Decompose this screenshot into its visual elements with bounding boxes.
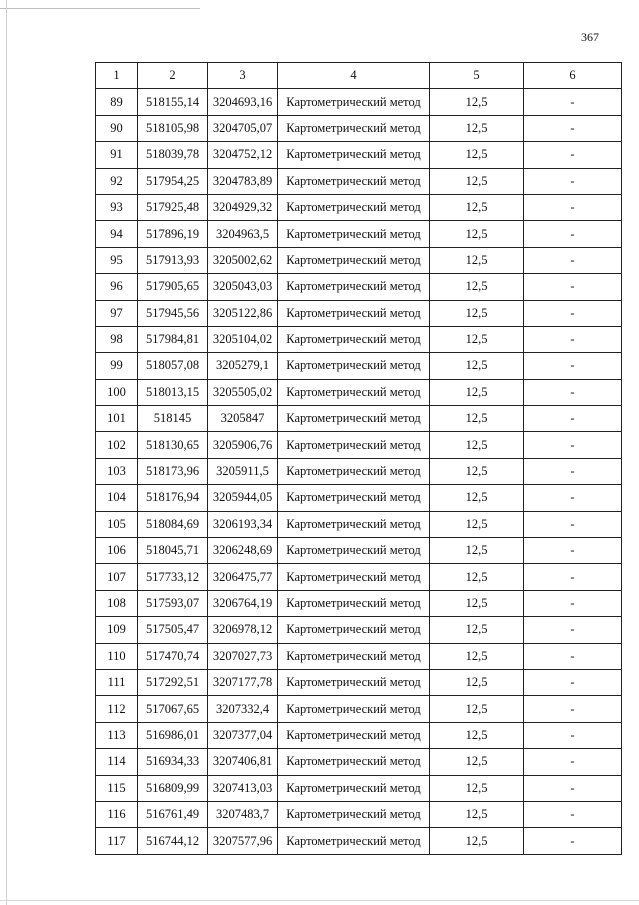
accuracy-cell: 12,5 [430, 828, 524, 854]
table-body [96, 89, 622, 854]
method-cell: Картометрический метод [278, 458, 430, 484]
point-number-cell: 109 [96, 617, 138, 643]
coordinates-table [95, 62, 622, 855]
accuracy-cell: 12,5 [430, 274, 524, 300]
point-number-cell: 91 [96, 142, 138, 168]
point-number-cell: 101 [96, 406, 138, 432]
table-row [96, 379, 622, 405]
accuracy-cell: 12,5 [430, 511, 524, 537]
note-cell: - [524, 194, 622, 220]
method-cell: Картометрический метод [278, 722, 430, 748]
column-header: 2 [138, 63, 208, 89]
table-row [96, 142, 622, 168]
accuracy-cell: 12,5 [430, 406, 524, 432]
table-row [96, 828, 622, 854]
note-cell: - [524, 722, 622, 748]
y-coordinate-cell: 3207177,78 [208, 669, 278, 695]
x-coordinate-cell: 518176,94 [138, 485, 208, 511]
accuracy-cell: 12,5 [430, 168, 524, 194]
accuracy-cell: 12,5 [430, 247, 524, 273]
x-coordinate-cell: 518173,96 [138, 458, 208, 484]
accuracy-cell: 12,5 [430, 300, 524, 326]
method-cell: Картометрический метод [278, 326, 430, 352]
y-coordinate-cell: 3207406,81 [208, 749, 278, 775]
y-coordinate-cell: 3206978,12 [208, 617, 278, 643]
y-coordinate-cell: 3204705,07 [208, 115, 278, 141]
y-coordinate-cell: 3205043,03 [208, 274, 278, 300]
y-coordinate-cell: 3204783,89 [208, 168, 278, 194]
accuracy-cell: 12,5 [430, 221, 524, 247]
note-cell: - [524, 353, 622, 379]
accuracy-cell: 12,5 [430, 801, 524, 827]
table-row [96, 168, 622, 194]
table-row [96, 485, 622, 511]
point-number-cell: 100 [96, 379, 138, 405]
point-number-cell: 98 [96, 326, 138, 352]
table-row [96, 722, 622, 748]
scan-edge-bottom [0, 900, 639, 901]
method-cell: Картометрический метод [278, 142, 430, 168]
x-coordinate-cell: 517593,07 [138, 590, 208, 616]
table-row [96, 221, 622, 247]
point-number-cell: 104 [96, 485, 138, 511]
note-cell: - [524, 590, 622, 616]
table-row [96, 538, 622, 564]
note-cell: - [524, 379, 622, 405]
note-cell: - [524, 458, 622, 484]
x-coordinate-cell: 517945,56 [138, 300, 208, 326]
y-coordinate-cell: 3207377,04 [208, 722, 278, 748]
point-number-cell: 111 [96, 669, 138, 695]
note-cell: - [524, 89, 622, 115]
accuracy-cell: 12,5 [430, 379, 524, 405]
method-cell: Картометрический метод [278, 828, 430, 854]
accuracy-cell: 12,5 [430, 194, 524, 220]
note-cell: - [524, 300, 622, 326]
method-cell: Картометрический метод [278, 300, 430, 326]
method-cell: Картометрический метод [278, 617, 430, 643]
method-cell: Картометрический метод [278, 432, 430, 458]
point-number-cell: 102 [96, 432, 138, 458]
note-cell: - [524, 669, 622, 695]
note-cell: - [524, 326, 622, 352]
table-row [96, 617, 622, 643]
y-coordinate-cell: 3204963,5 [208, 221, 278, 247]
accuracy-cell: 12,5 [430, 353, 524, 379]
x-coordinate-cell: 518057,08 [138, 353, 208, 379]
point-number-cell: 107 [96, 564, 138, 590]
note-cell: - [524, 485, 622, 511]
method-cell: Картометрический метод [278, 353, 430, 379]
note-cell: - [524, 432, 622, 458]
note-cell: - [524, 406, 622, 432]
note-cell: - [524, 247, 622, 273]
y-coordinate-cell: 3207332,4 [208, 696, 278, 722]
table-row [96, 194, 622, 220]
accuracy-cell: 12,5 [430, 722, 524, 748]
y-coordinate-cell: 3205847 [208, 406, 278, 432]
accuracy-cell: 12,5 [430, 749, 524, 775]
table-row [96, 511, 622, 537]
y-coordinate-cell: 3207577,96 [208, 828, 278, 854]
point-number-cell: 90 [96, 115, 138, 141]
x-coordinate-cell: 517984,81 [138, 326, 208, 352]
point-number-cell: 114 [96, 749, 138, 775]
point-number-cell: 116 [96, 801, 138, 827]
point-number-cell: 97 [96, 300, 138, 326]
x-coordinate-cell: 517505,47 [138, 617, 208, 643]
method-cell: Картометрический метод [278, 696, 430, 722]
x-coordinate-cell: 518045,71 [138, 538, 208, 564]
y-coordinate-cell: 3205911,5 [208, 458, 278, 484]
accuracy-cell: 12,5 [430, 617, 524, 643]
x-coordinate-cell: 516809,99 [138, 775, 208, 801]
y-coordinate-cell: 3205279,1 [208, 353, 278, 379]
x-coordinate-cell: 517925,48 [138, 194, 208, 220]
point-number-cell: 108 [96, 590, 138, 616]
table-row [96, 406, 622, 432]
page-number: 367 [581, 30, 599, 44]
table-row [96, 669, 622, 695]
y-coordinate-cell: 3204693,16 [208, 89, 278, 115]
scan-edge-left [6, 0, 7, 905]
method-cell: Картометрический метод [278, 590, 430, 616]
x-coordinate-cell: 518084,69 [138, 511, 208, 537]
note-cell: - [524, 643, 622, 669]
column-header: 3 [208, 63, 278, 89]
y-coordinate-cell: 3204752,12 [208, 142, 278, 168]
point-number-cell: 115 [96, 775, 138, 801]
method-cell: Картометрический метод [278, 406, 430, 432]
x-coordinate-cell: 518145 [138, 406, 208, 432]
x-coordinate-cell: 516934,33 [138, 749, 208, 775]
y-coordinate-cell: 3205104,02 [208, 326, 278, 352]
note-cell: - [524, 828, 622, 854]
column-header: 5 [430, 63, 524, 89]
accuracy-cell: 12,5 [430, 775, 524, 801]
note-cell: - [524, 696, 622, 722]
table-row [96, 564, 622, 590]
table-header-row [96, 63, 622, 89]
y-coordinate-cell: 3205505,02 [208, 379, 278, 405]
method-cell: Картометрический метод [278, 274, 430, 300]
note-cell: - [524, 142, 622, 168]
method-cell: Картометрический метод [278, 511, 430, 537]
y-coordinate-cell: 3206248,69 [208, 538, 278, 564]
point-number-cell: 93 [96, 194, 138, 220]
method-cell: Картометрический метод [278, 669, 430, 695]
method-cell: Картометрический метод [278, 538, 430, 564]
x-coordinate-cell: 517733,12 [138, 564, 208, 590]
method-cell: Картометрический метод [278, 115, 430, 141]
accuracy-cell: 12,5 [430, 115, 524, 141]
note-cell: - [524, 775, 622, 801]
point-number-cell: 94 [96, 221, 138, 247]
point-number-cell: 112 [96, 696, 138, 722]
table-row [96, 247, 622, 273]
y-coordinate-cell: 3207483,7 [208, 801, 278, 827]
x-coordinate-cell: 517905,65 [138, 274, 208, 300]
method-cell: Картометрический метод [278, 89, 430, 115]
y-coordinate-cell: 3206193,34 [208, 511, 278, 537]
column-header: 6 [524, 63, 622, 89]
method-cell: Картометрический метод [278, 643, 430, 669]
method-cell: Картометрический метод [278, 194, 430, 220]
method-cell: Картометрический метод [278, 247, 430, 273]
point-number-cell: 110 [96, 643, 138, 669]
point-number-cell: 106 [96, 538, 138, 564]
accuracy-cell: 12,5 [430, 326, 524, 352]
x-coordinate-cell: 517954,25 [138, 168, 208, 194]
method-cell: Картометрический метод [278, 221, 430, 247]
note-cell: - [524, 115, 622, 141]
x-coordinate-cell: 517067,65 [138, 696, 208, 722]
x-coordinate-cell: 518130,65 [138, 432, 208, 458]
y-coordinate-cell: 3205002,62 [208, 247, 278, 273]
y-coordinate-cell: 3207413,03 [208, 775, 278, 801]
x-coordinate-cell: 516744,12 [138, 828, 208, 854]
point-number-cell: 103 [96, 458, 138, 484]
x-coordinate-cell: 518013,15 [138, 379, 208, 405]
note-cell: - [524, 538, 622, 564]
y-coordinate-cell: 3205122,86 [208, 300, 278, 326]
table-row [96, 590, 622, 616]
note-cell: - [524, 749, 622, 775]
table-row [96, 801, 622, 827]
scan-edge-top [0, 8, 200, 9]
method-cell: Картометрический метод [278, 379, 430, 405]
method-cell: Картометрический метод [278, 168, 430, 194]
method-cell: Картометрический метод [278, 749, 430, 775]
x-coordinate-cell: 518105,98 [138, 115, 208, 141]
x-coordinate-cell: 518039,78 [138, 142, 208, 168]
x-coordinate-cell: 517913,93 [138, 247, 208, 273]
column-header: 1 [96, 63, 138, 89]
x-coordinate-cell: 517896,19 [138, 221, 208, 247]
y-coordinate-cell: 3207027,73 [208, 643, 278, 669]
point-number-cell: 92 [96, 168, 138, 194]
accuracy-cell: 12,5 [430, 89, 524, 115]
table-row [96, 432, 622, 458]
point-number-cell: 113 [96, 722, 138, 748]
point-number-cell: 89 [96, 89, 138, 115]
x-coordinate-cell: 517470,74 [138, 643, 208, 669]
table-row [96, 89, 622, 115]
accuracy-cell: 12,5 [430, 458, 524, 484]
x-coordinate-cell: 518155,14 [138, 89, 208, 115]
note-cell: - [524, 801, 622, 827]
y-coordinate-cell: 3204929,32 [208, 194, 278, 220]
accuracy-cell: 12,5 [430, 142, 524, 168]
note-cell: - [524, 564, 622, 590]
table-row [96, 458, 622, 484]
x-coordinate-cell: 517292,51 [138, 669, 208, 695]
accuracy-cell: 12,5 [430, 538, 524, 564]
table-row [96, 696, 622, 722]
method-cell: Картометрический метод [278, 564, 430, 590]
note-cell: - [524, 617, 622, 643]
table-row [96, 353, 622, 379]
accuracy-cell: 12,5 [430, 432, 524, 458]
accuracy-cell: 12,5 [430, 590, 524, 616]
table-row [96, 274, 622, 300]
table-row [96, 775, 622, 801]
note-cell: - [524, 221, 622, 247]
accuracy-cell: 12,5 [430, 485, 524, 511]
method-cell: Картометрический метод [278, 485, 430, 511]
point-number-cell: 117 [96, 828, 138, 854]
table-row [96, 115, 622, 141]
note-cell: - [524, 274, 622, 300]
y-coordinate-cell: 3205944,05 [208, 485, 278, 511]
method-cell: Картометрический метод [278, 775, 430, 801]
accuracy-cell: 12,5 [430, 696, 524, 722]
note-cell: - [524, 511, 622, 537]
x-coordinate-cell: 516986,01 [138, 722, 208, 748]
point-number-cell: 99 [96, 353, 138, 379]
accuracy-cell: 12,5 [430, 643, 524, 669]
column-header: 4 [278, 63, 430, 89]
table-row [96, 749, 622, 775]
y-coordinate-cell: 3206764,19 [208, 590, 278, 616]
accuracy-cell: 12,5 [430, 669, 524, 695]
table-row [96, 300, 622, 326]
point-number-cell: 105 [96, 511, 138, 537]
table-row [96, 326, 622, 352]
accuracy-cell: 12,5 [430, 564, 524, 590]
point-number-cell: 95 [96, 247, 138, 273]
method-cell: Картометрический метод [278, 801, 430, 827]
point-number-cell: 96 [96, 274, 138, 300]
x-coordinate-cell: 516761,49 [138, 801, 208, 827]
table-row [96, 643, 622, 669]
y-coordinate-cell: 3206475,77 [208, 564, 278, 590]
y-coordinate-cell: 3205906,76 [208, 432, 278, 458]
note-cell: - [524, 168, 622, 194]
